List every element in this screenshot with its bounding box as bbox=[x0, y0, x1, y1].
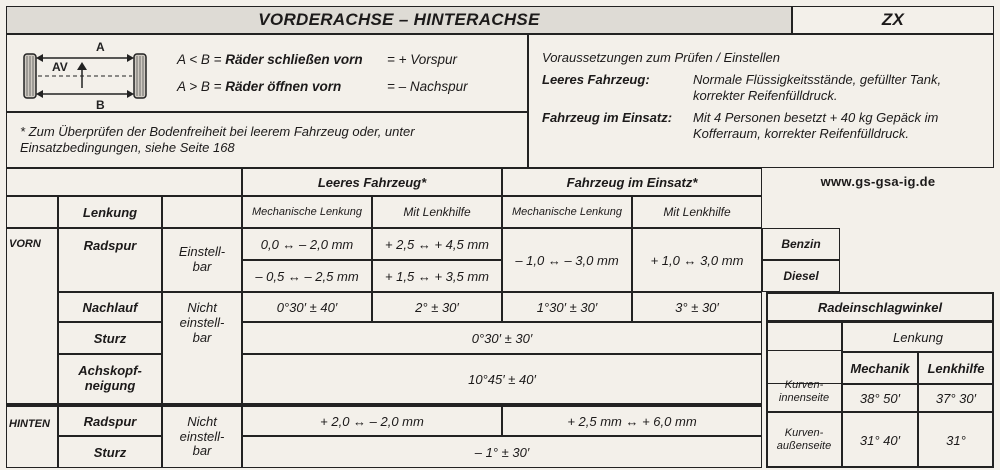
steer-angle-inner-label-text: Kurven-innenseite bbox=[778, 379, 830, 404]
blank-cell bbox=[6, 196, 58, 228]
caster-loaded-mech bbox=[502, 292, 632, 322]
blank-cell bbox=[162, 196, 242, 228]
prereq-loaded-text-value: Mit 4 Personen besetzt + 40 kg Gepäck im Kofferraum, korrekter Reifenfülldruck. bbox=[693, 110, 939, 141]
info-divider bbox=[527, 34, 529, 168]
rule-toe-out bbox=[177, 79, 522, 95]
caster-empty-mech-value: 0°30′ ± 40′ bbox=[276, 299, 338, 315]
header-empty-vehicle-text: Leeres Fahrzeug* bbox=[317, 174, 427, 190]
rule-toe-out-result: = – Nachspur bbox=[387, 79, 468, 94]
rear-not-adjustable-text: Nicht einstell-bar bbox=[179, 413, 225, 459]
footnote bbox=[20, 124, 440, 155]
rear-toe-empty bbox=[242, 404, 502, 436]
kingpin-value-text: 10°45′ ± 40′ bbox=[468, 371, 536, 387]
table-corner bbox=[6, 168, 242, 196]
steer-angle-inner-mech-value: 38° 50′ bbox=[859, 390, 901, 406]
rule-toe-in bbox=[177, 52, 522, 68]
rule-toe-in-condition: A < B = bbox=[177, 52, 226, 67]
camber-value bbox=[242, 322, 762, 354]
toe-adjustable bbox=[162, 228, 242, 292]
toe-benzin-empty-power bbox=[372, 228, 502, 260]
steer-angle-power bbox=[918, 352, 994, 384]
row-caster-label-text: Nachlauf bbox=[82, 299, 138, 315]
steer-angle-steering-text: Lenkung bbox=[893, 329, 943, 345]
steer-angle-mech bbox=[842, 352, 918, 384]
caster-empty-power-value: 2° ± 30′ bbox=[415, 299, 459, 315]
prereq-loaded-label bbox=[542, 110, 692, 126]
footnote-divider bbox=[6, 111, 527, 113]
rear-camber-value bbox=[242, 436, 762, 468]
steer-angle-power-text: Lenkhilfe bbox=[927, 360, 985, 376]
footnote-text: * Zum Überprüfen der Bodenfreiheit bei leerem Fahrzeug oder, unter Einsatzbedingungen, siehe Seite 168 bbox=[20, 124, 415, 155]
toe-diesel-empty-power bbox=[372, 260, 502, 292]
rule-toe-out-condition: A > B = bbox=[177, 79, 226, 94]
header-loaded-mech-text: Mechanische Lenkung bbox=[511, 206, 623, 218]
rear-toe-loaded bbox=[502, 404, 762, 436]
toe-benzin-empty-mech-value: 0,0 ↔ – 2,0 mm bbox=[260, 236, 354, 252]
row-camber-label-text: Sturz bbox=[93, 330, 127, 346]
rear-camber-value-text: – 1° ± 30′ bbox=[474, 444, 530, 460]
steer-angle-outer-label-text: Kurven-außenseite bbox=[776, 427, 832, 452]
caster-loaded-power bbox=[632, 292, 762, 322]
toe-loaded-power-value: + 1,0 ↔ 3,0 mm bbox=[650, 252, 744, 268]
website-label bbox=[762, 170, 994, 192]
prereq-empty-text bbox=[693, 72, 983, 103]
row-rear-toe-label bbox=[58, 404, 162, 436]
row-rear-camber-label-text: Sturz bbox=[93, 444, 127, 460]
caster-loaded-mech-value: 1°30′ ± 30′ bbox=[536, 299, 598, 315]
front-label bbox=[9, 238, 41, 250]
label-a: A bbox=[96, 40, 105, 54]
prereq-title-text: Voraussetzungen zum Prüfen / Einstellen bbox=[542, 50, 780, 65]
steer-angle-outer-power bbox=[918, 412, 994, 468]
header-empty-vehicle bbox=[242, 168, 502, 196]
rear-section bbox=[6, 404, 58, 468]
rear-label-text: HINTEN bbox=[9, 418, 50, 430]
toe-adjustable-text: Einstell-bar bbox=[178, 244, 226, 274]
header-loaded-mech bbox=[502, 196, 632, 228]
forward-arrow-icon bbox=[77, 62, 87, 70]
kingpin-value bbox=[242, 354, 762, 404]
header-empty-mech bbox=[242, 196, 372, 228]
steer-angle-steering bbox=[842, 322, 994, 352]
steer-angle-inner-power-value: 37° 30′ bbox=[935, 390, 977, 406]
prereq-empty-label-text: Leeres Fahrzeug: bbox=[542, 72, 650, 87]
rule-toe-out-effect: Räder öffnen vorn bbox=[225, 79, 342, 94]
row-toe-label bbox=[58, 228, 162, 292]
steer-angle-title-text: Radeinschlagwinkel bbox=[817, 299, 943, 315]
toe-benzin-empty-mech bbox=[242, 228, 372, 260]
toe-loaded-power bbox=[632, 228, 762, 292]
steer-angle-title bbox=[766, 292, 994, 322]
website-text: www.gs-gsa-ig.de bbox=[820, 173, 936, 189]
caster-empty-power bbox=[372, 292, 502, 322]
row-rear-camber-label bbox=[58, 436, 162, 468]
label-av: AV bbox=[52, 60, 68, 74]
header-loaded-vehicle bbox=[502, 168, 762, 196]
steer-angle-outer-mech-value: 31° 40′ bbox=[859, 432, 901, 448]
steer-angle-inner-mech bbox=[842, 384, 918, 412]
toe-loaded-mech-value: – 1,0 ↔ – 3,0 mm bbox=[515, 252, 619, 268]
row-camber-label bbox=[58, 322, 162, 354]
page-title-text: VORDERACHSE – HINTERACHSE bbox=[258, 10, 540, 29]
steer-angle-mech-text: Mechanik bbox=[850, 360, 910, 376]
fuel-benzin-text: Benzin bbox=[781, 237, 821, 251]
header-empty-mech-text: Mechanische Lenkung bbox=[251, 206, 363, 218]
page-title bbox=[6, 6, 792, 34]
header-loaded-power-text: Mit Lenkhilfe bbox=[663, 205, 731, 219]
model-label bbox=[792, 6, 994, 34]
caster-empty-mech bbox=[242, 292, 372, 322]
prereq-empty-label bbox=[542, 72, 682, 88]
header-steering bbox=[58, 196, 162, 228]
camber-value-text: 0°30′ ± 30′ bbox=[471, 330, 533, 346]
steer-angle-outer-power-value: 31° bbox=[946, 432, 966, 448]
steer-angle-outer-label bbox=[766, 412, 842, 468]
toe-benzin-empty-power-value: + 2,5 ↔ + 4,5 mm bbox=[384, 236, 490, 252]
steer-angle-inner-power bbox=[918, 384, 994, 412]
header-loaded-power bbox=[632, 196, 762, 228]
row-caster-label bbox=[58, 292, 162, 322]
header-empty-power-text: Mit Lenkhilfe bbox=[403, 205, 471, 219]
rear-toe-empty-value: + 2,0 ↔ – 2,0 mm bbox=[320, 413, 424, 429]
label-b: B bbox=[96, 98, 105, 110]
toe-diesel-empty-mech-value: – 0,5 ↔ – 2,5 mm bbox=[255, 268, 359, 284]
front-not-adjustable bbox=[162, 292, 242, 404]
row-toe-label-text: Radspur bbox=[83, 238, 137, 253]
toe-loaded-mech bbox=[502, 228, 632, 292]
header-loaded-vehicle-text: Fahrzeug im Einsatz* bbox=[566, 174, 698, 190]
fuel-benzin bbox=[762, 228, 840, 260]
row-kingpin-label bbox=[58, 354, 162, 404]
row-rear-toe-label-text: Radspur bbox=[83, 413, 137, 429]
rule-toe-in-result: = + Vorspur bbox=[387, 52, 458, 67]
header-steering-text: Lenkung bbox=[82, 204, 138, 220]
steer-angle-inner-label bbox=[766, 350, 842, 412]
toe-diagram bbox=[16, 40, 166, 110]
fuel-diesel bbox=[762, 260, 840, 292]
row-kingpin-label-text: Achskopf-neigung bbox=[78, 363, 142, 393]
front-not-adjustable-text: Nicht einstell-bar bbox=[179, 300, 225, 345]
front-label-text: VORN bbox=[9, 238, 41, 250]
prereq-loaded-label-text: Fahrzeug im Einsatz: bbox=[542, 110, 673, 125]
steer-angle-outer-mech bbox=[842, 412, 918, 468]
caster-loaded-power-value: 3° ± 30′ bbox=[675, 299, 719, 315]
prereq-empty-text-value: Normale Flüssigkeitsstände, gefüllter Tank, korrekter Reifenfülldruck. bbox=[693, 72, 942, 103]
front-section bbox=[6, 228, 58, 404]
prereq-title bbox=[542, 50, 982, 66]
rear-label bbox=[9, 418, 50, 430]
rear-toe-loaded-value: + 2,5 mm ↔ + 6,0 mm bbox=[567, 413, 697, 429]
fuel-diesel-text: Diesel bbox=[783, 269, 819, 283]
toe-diesel-empty-mech bbox=[242, 260, 372, 292]
model-text: ZX bbox=[881, 10, 905, 29]
header-empty-power bbox=[372, 196, 502, 228]
rule-toe-in-effect: Räder schließen vorn bbox=[225, 52, 363, 67]
rear-not-adjustable bbox=[162, 404, 242, 468]
prereq-loaded-text bbox=[693, 110, 983, 141]
toe-diesel-empty-power-value: + 1,5 ↔ + 3,5 mm bbox=[384, 268, 490, 284]
